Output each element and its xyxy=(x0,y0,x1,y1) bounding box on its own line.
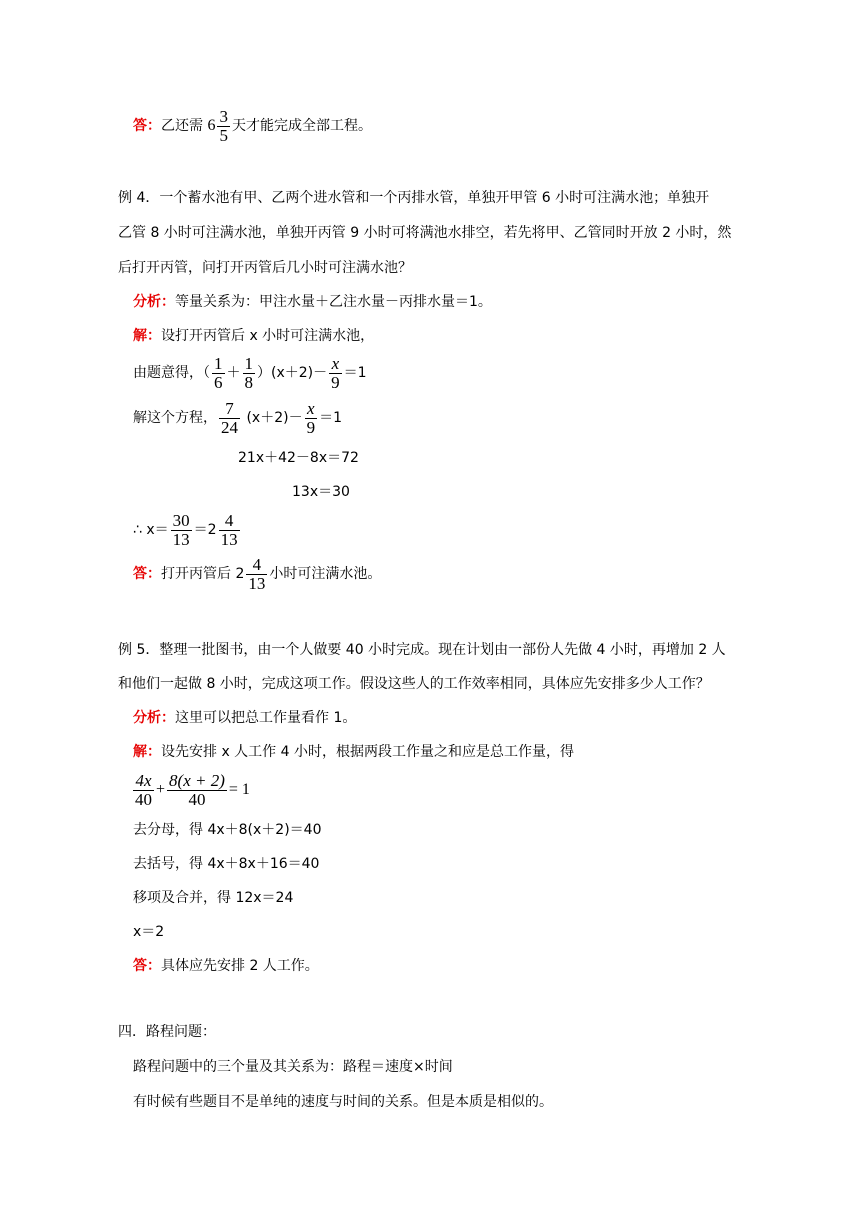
step-3: 移项及合并，得 12x＝24 xyxy=(133,890,294,906)
prev-answer-line xyxy=(133,106,372,146)
equation-2 xyxy=(133,397,342,439)
equation-text: ）(x＋2)－ xyxy=(257,365,328,381)
fraction xyxy=(217,108,230,145)
fraction-denominator: 40 xyxy=(135,789,152,809)
answer-line xyxy=(133,956,319,976)
operator: ＋ xyxy=(226,365,241,381)
equation-1 xyxy=(133,352,367,394)
fraction-numerator: 4x xyxy=(133,772,154,791)
example-5-line-2: 和他们一起做 8 小时，完成这项工作。假设这些人的工作效率相同，具体应先安排多少人工作？ xyxy=(118,676,710,692)
answer-label: 答： xyxy=(133,566,161,582)
fraction-denominator: 9 xyxy=(306,417,316,437)
fraction-numerator: x xyxy=(305,400,318,419)
analysis-text: 等量关系为：甲注水量＋乙注水量－丙排水量＝1。 xyxy=(175,294,492,310)
fraction-denominator: 40 xyxy=(188,789,206,809)
fraction xyxy=(219,512,240,549)
solution-text: 设先安排 x 人工作 4 小时，根据两段工作量之和应是总工作量，得 xyxy=(161,744,574,760)
step-4: x＝2 xyxy=(133,924,165,940)
solution-line xyxy=(133,742,574,762)
solution-line xyxy=(133,326,374,346)
operator: + xyxy=(156,781,166,798)
analysis-line xyxy=(133,708,356,728)
fraction-denominator: 13 xyxy=(248,573,266,593)
example-5-line-1: 例 5．整理一批图书，由一个人做要 40 小时完成。现在计划由一部份人先做 4 小时，再增加 2 人 xyxy=(118,642,726,658)
fraction xyxy=(171,512,192,549)
equation-text: ＝2 xyxy=(193,522,217,538)
result-line xyxy=(133,509,242,551)
example-4-line-2: 乙管 8 小时可注满水池，单独开丙管 9 小时可将满池水排空，若先将甲、乙管同时开放 2 小时，然 xyxy=(118,225,732,241)
solution-label: 解： xyxy=(133,744,161,760)
step-2: 13x＝30 xyxy=(292,484,350,500)
fraction xyxy=(212,355,225,392)
fraction xyxy=(305,400,318,437)
equation-text: = 1 xyxy=(228,781,250,798)
solution-text: 设打开丙管后 x 小时可注满水池， xyxy=(161,328,375,344)
section-paragraph-2: 有时候有些题目不是单纯的速度与时间的关系。但是本质是相似的。 xyxy=(133,1094,553,1110)
fraction-numerator: 1 xyxy=(214,353,223,373)
equation-text: (x＋2)－ xyxy=(242,410,303,426)
fraction-numerator: 8(x + 2) xyxy=(169,770,225,790)
fraction-numerator: 1 xyxy=(244,353,253,373)
fraction-numerator: 30 xyxy=(172,510,190,530)
example-4-line-3: 后打开丙管，问打开丙管后几小时可注满水池？ xyxy=(118,260,412,276)
equation-text: 由题意得，（ xyxy=(133,365,210,381)
equation-text: 解这个方程， xyxy=(133,410,217,426)
equation-text: ∴ x＝ xyxy=(133,522,169,538)
section-heading: 四．路程问题： xyxy=(118,1024,216,1040)
fraction xyxy=(329,355,342,392)
answer-label: 答： xyxy=(133,118,161,134)
fraction-numerator: x xyxy=(329,355,342,374)
fraction xyxy=(246,556,267,593)
fraction-denominator: 6 xyxy=(214,372,223,392)
fraction-denominator: 13 xyxy=(172,529,190,549)
analysis-label: 分析： xyxy=(133,294,175,310)
fraction-numerator: 7 xyxy=(219,400,240,419)
fraction xyxy=(167,772,227,809)
example-4-line-1: 例 4．一个蓄水池有甲、乙两个进水管和一个丙排水管，单独开甲管 6 小时可注满水池；单独开 xyxy=(118,190,710,206)
fraction-denominator: 5 xyxy=(219,125,228,145)
fraction-numerator: 4 xyxy=(219,512,240,531)
analysis-label: 分析： xyxy=(133,710,175,726)
analysis-line xyxy=(133,292,492,312)
analysis-text: 这里可以把总工作量看作 1。 xyxy=(175,710,357,726)
section-paragraph-1: 路程问题中的三个量及其关系为：路程＝速度×时间 xyxy=(133,1059,453,1075)
fraction-denominator: 13 xyxy=(220,529,238,549)
fraction-numerator: 3 xyxy=(219,106,228,126)
fraction xyxy=(133,772,154,809)
mixed-whole: 6 xyxy=(207,117,216,134)
step-1: 21x＋42－8x＝72 xyxy=(238,450,359,466)
answer-label: 答： xyxy=(133,958,161,974)
step-2: 去括号，得 4x＋8x＋16＝40 xyxy=(133,856,320,872)
equation-text: ＝1 xyxy=(319,410,342,426)
answer-text: 天才能完成全部工程。 xyxy=(231,118,372,134)
fraction-numerator: 4 xyxy=(246,556,267,575)
equation-3 xyxy=(131,768,250,812)
step-1: 去分母，得 4x＋8(x＋2)＝40 xyxy=(133,822,322,838)
fraction-denominator: 8 xyxy=(244,372,253,392)
answer-text: 具体应先安排 2 人工作。 xyxy=(161,958,319,974)
answer-text: 乙还需 xyxy=(161,118,208,134)
answer-line xyxy=(133,553,381,595)
fraction-denominator: 24 xyxy=(221,417,238,437)
equation-text: ＝1 xyxy=(343,365,367,381)
answer-text: 打开丙管后 2 xyxy=(161,566,245,582)
fraction-denominator: 9 xyxy=(331,372,340,392)
fraction xyxy=(243,355,256,392)
solution-label: 解： xyxy=(133,328,161,344)
answer-text: 小时可注满水池。 xyxy=(269,566,382,582)
fraction xyxy=(219,400,240,437)
